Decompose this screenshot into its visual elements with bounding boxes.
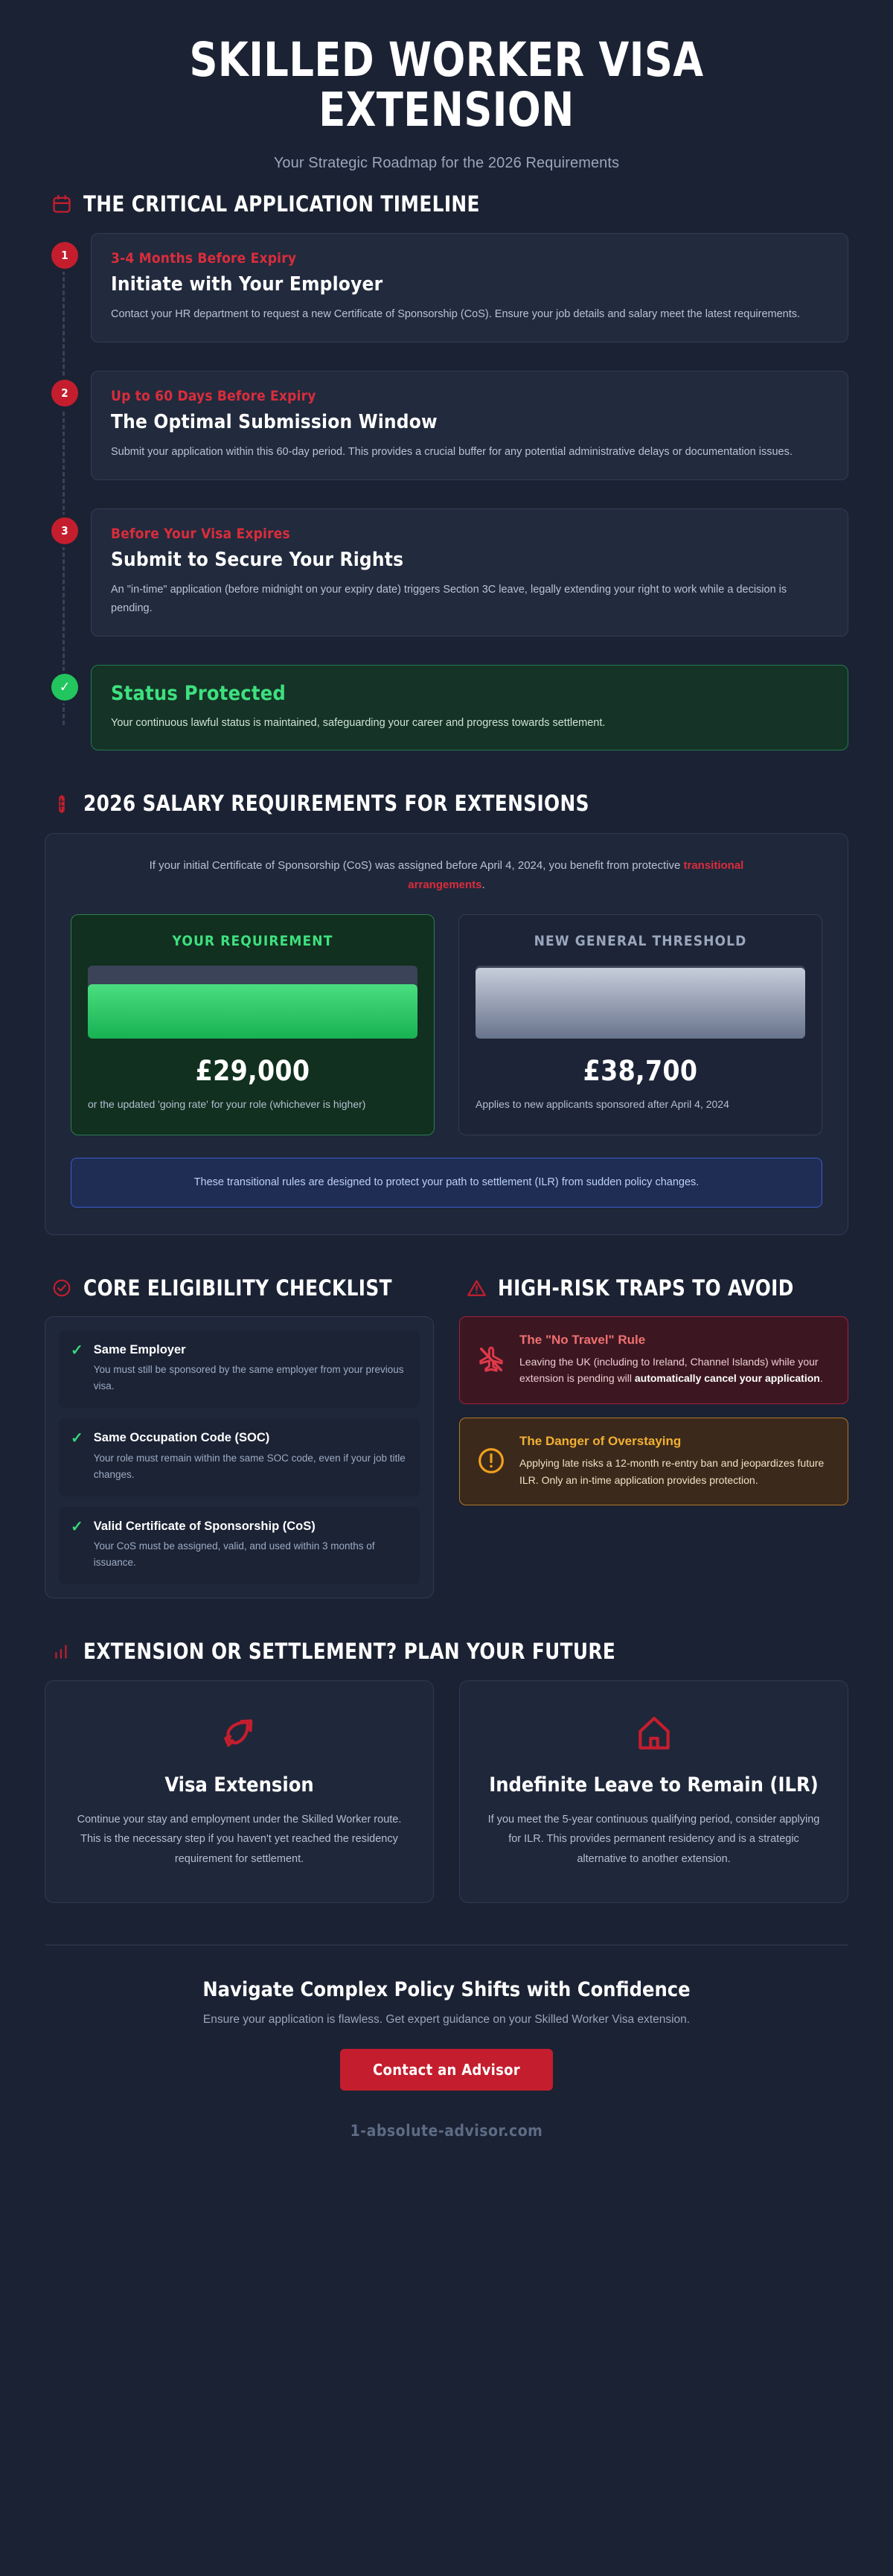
page-title: SKILLED WORKER VISA EXTENSION	[189, 33, 704, 137]
future-section-header	[45, 1639, 848, 1664]
hero-header	[0, 0, 893, 191]
trap-body-0	[519, 1354, 831, 1387]
footer-title: Navigate Complex Policy Shifts with Confidence	[202, 1978, 691, 2002]
checklist-panel	[45, 1316, 434, 1598]
status-protected-body: Your continuous lawful status is maintained, safeguarding your career and progress towards settlement.	[111, 716, 606, 729]
traps-column	[459, 1275, 848, 1598]
checklist-item-body-1: Your role must remain within the same SOC code, even if your job title changes.	[93, 1452, 406, 1480]
salary-card-your-requirement	[71, 914, 435, 1135]
salary-intro-highlight: transitional arrangements	[408, 858, 744, 891]
trap-body-1-before: Applying late risks a 12-month re-entry ban and jeopardizes future ILR. Only an in-time application provides protection.	[519, 1457, 825, 1486]
salary-card-general-threshold	[458, 914, 822, 1135]
alert-circle-icon	[475, 1446, 508, 1476]
timeline-eyebrow-1: 3-4 Months Before Expiry	[111, 249, 297, 267]
footer	[45, 1978, 848, 2140]
salary-panel	[45, 833, 848, 1236]
checklist-column	[45, 1275, 434, 1598]
salary-section	[45, 791, 848, 1235]
checklist-traps-section	[45, 1275, 848, 1598]
timeline-body-1: Contact your HR department to request a new Certificate of Sponsorship (CoS). Ensure your job details and salary meet the latest requirements.	[111, 307, 801, 320]
future-card-body-0: Continue your stay and employment under the Skilled Worker route. This is the necessary step if you haven't yet reached the residency requirement for settlement.	[77, 1813, 402, 1866]
timeline-item	[61, 371, 848, 480]
checklist-heading: CORE ELIGIBILITY CHECKLIST	[83, 1275, 392, 1301]
future-card-title-0: Visa Extension	[164, 1773, 314, 1797]
checklist-item-title-2: Valid Certificate of Sponsorship (CoS)	[93, 1519, 316, 1533]
no-travel-icon	[475, 1345, 508, 1374]
future-cards	[45, 1680, 848, 1903]
timeline-title-1: Initiate with Your Employer	[111, 272, 383, 296]
checklist-item-body-0: You must still be sponsored by the same employer from your previous visa.	[93, 1364, 404, 1392]
brand-name: 1-absolute-advisor.com	[350, 2122, 543, 2140]
status-protected-title: Status Protected	[111, 681, 286, 705]
salary-intro-before: If your initial Certificate of Sponsorship (CoS) was assigned before April 4, 2024, you benefit from protective	[149, 858, 684, 872]
timeline-body-3: An "in-time" application (before midnight on your expiry date) triggers Section 3C leave, legally extending your right to work while a decision is pending.	[111, 583, 787, 614]
trap-card-overstaying	[459, 1418, 848, 1505]
calendar-icon	[51, 193, 73, 215]
future-card-title-1: Indefinite Leave to Remain (ILR)	[489, 1773, 819, 1797]
salary-card-label-0: YOUR REQUIREMENT	[172, 933, 333, 950]
timeline-section	[45, 191, 848, 751]
check-icon: ✓	[71, 1518, 83, 1535]
timeline-card-1	[91, 233, 848, 342]
trap-title-1: The Danger of Overstaying	[519, 1433, 682, 1448]
check-circle-icon	[51, 1277, 73, 1299]
timeline-body-2: Submit your application within this 60-day period. This provides a crucial buffer for any potential administrative delays or documentation issues.	[111, 445, 793, 458]
check-icon: ✓	[71, 1342, 83, 1359]
trap-body-1	[519, 1455, 831, 1488]
timeline-badge-1: 1	[51, 242, 78, 269]
transitional-rules-banner: These transitional rules are designed to protect your path to settlement (ILR) from sudden policy changes.	[71, 1158, 822, 1208]
salary-note-1: Applies to new applicants sponsored after April 4, 2024	[476, 1098, 729, 1111]
timeline-section-header	[45, 191, 848, 217]
checklist-header	[45, 1275, 434, 1301]
timeline-eyebrow-3: Before Your Visa Expires	[111, 525, 290, 542]
checklist-item-title-0: Same Employer	[93, 1342, 186, 1356]
bar-fill-1	[476, 968, 805, 1039]
money-icon	[51, 793, 73, 815]
page-subtitle: Your Strategic Roadmap for the 2026 Requirements	[273, 154, 620, 171]
salary-note-0: or the updated 'going rate' for your role (whichever is higher)	[88, 1098, 366, 1111]
status-protected-card	[91, 665, 848, 751]
check-badge-icon: ✓	[51, 674, 78, 701]
checklist-item	[59, 1507, 420, 1584]
traps-heading: HIGH-RISK TRAPS TO AVOID	[498, 1275, 794, 1301]
salary-section-header	[45, 791, 848, 816]
timeline-badge-2: 2	[51, 380, 78, 407]
trap-card-no-travel	[459, 1316, 848, 1404]
timeline-item	[61, 233, 848, 342]
future-heading: EXTENSION OR SETTLEMENT? PLAN YOUR FUTURE	[83, 1639, 616, 1664]
rocket-icon	[71, 1711, 408, 1757]
future-card-visa-extension	[45, 1680, 434, 1903]
trap-body-0-before: Leaving the UK (including to Ireland, Channel Islands) while your extension is pending will	[519, 1355, 819, 1385]
future-section	[45, 1639, 848, 1903]
bar-track-1	[476, 966, 805, 1039]
future-card-body-1: If you meet the 5-year continuous qualifying period, consider applying for ILR. This provides permanent residency and is a strategic alternative to another extension.	[487, 1813, 820, 1866]
trap-title-0: The "No Travel" Rule	[519, 1332, 646, 1347]
contact-advisor-button[interactable]: Contact an Advisor	[340, 2049, 553, 2091]
salary-card-label-1: NEW GENERAL THRESHOLD	[534, 933, 747, 950]
checklist-item	[59, 1418, 420, 1496]
timeline-card-3	[91, 508, 848, 637]
footer-subtitle: Ensure your application is flawless. Get expert guidance on your Skilled Worker Visa extension.	[202, 2013, 691, 2027]
timeline-item-success	[59, 665, 848, 751]
trap-body-0-after: .	[819, 1372, 823, 1385]
timeline-heading: THE CRITICAL APPLICATION TIMELINE	[83, 191, 480, 217]
timeline-list	[45, 233, 848, 751]
checklist-item	[59, 1330, 420, 1408]
salary-amount-1: £38,700	[583, 1055, 698, 1088]
bar-chart-icon	[51, 1640, 73, 1662]
salary-intro	[112, 856, 781, 896]
home-icon	[485, 1711, 822, 1757]
timeline-title-2: The Optimal Submission Window	[111, 410, 438, 433]
check-icon: ✓	[71, 1430, 83, 1447]
timeline-item	[61, 508, 848, 637]
salary-comparison-chart	[71, 914, 822, 1135]
bar-fill-0	[88, 984, 417, 1039]
salary-intro-after: .	[481, 878, 485, 891]
salary-heading: 2026 SALARY REQUIREMENTS FOR EXTENSIONS	[83, 791, 589, 817]
timeline-card-2	[91, 371, 848, 480]
future-card-ilr	[459, 1680, 848, 1903]
traps-header	[459, 1275, 848, 1301]
timeline-badge-3: 3	[51, 517, 78, 544]
bar-track-0	[88, 966, 417, 1039]
checklist-item-body-2: Your CoS must be assigned, valid, and used within 3 months of issuance.	[93, 1540, 375, 1569]
salary-amount-0: £29,000	[195, 1055, 310, 1088]
trap-body-0-bold: automatically cancel your application	[634, 1372, 820, 1385]
checklist-item-title-1: Same Occupation Code (SOC)	[93, 1431, 270, 1445]
timeline-title-3: Submit to Secure Your Rights	[111, 548, 404, 571]
warning-triangle-icon	[465, 1277, 487, 1299]
timeline-eyebrow-2: Up to 60 Days Before Expiry	[111, 387, 316, 404]
